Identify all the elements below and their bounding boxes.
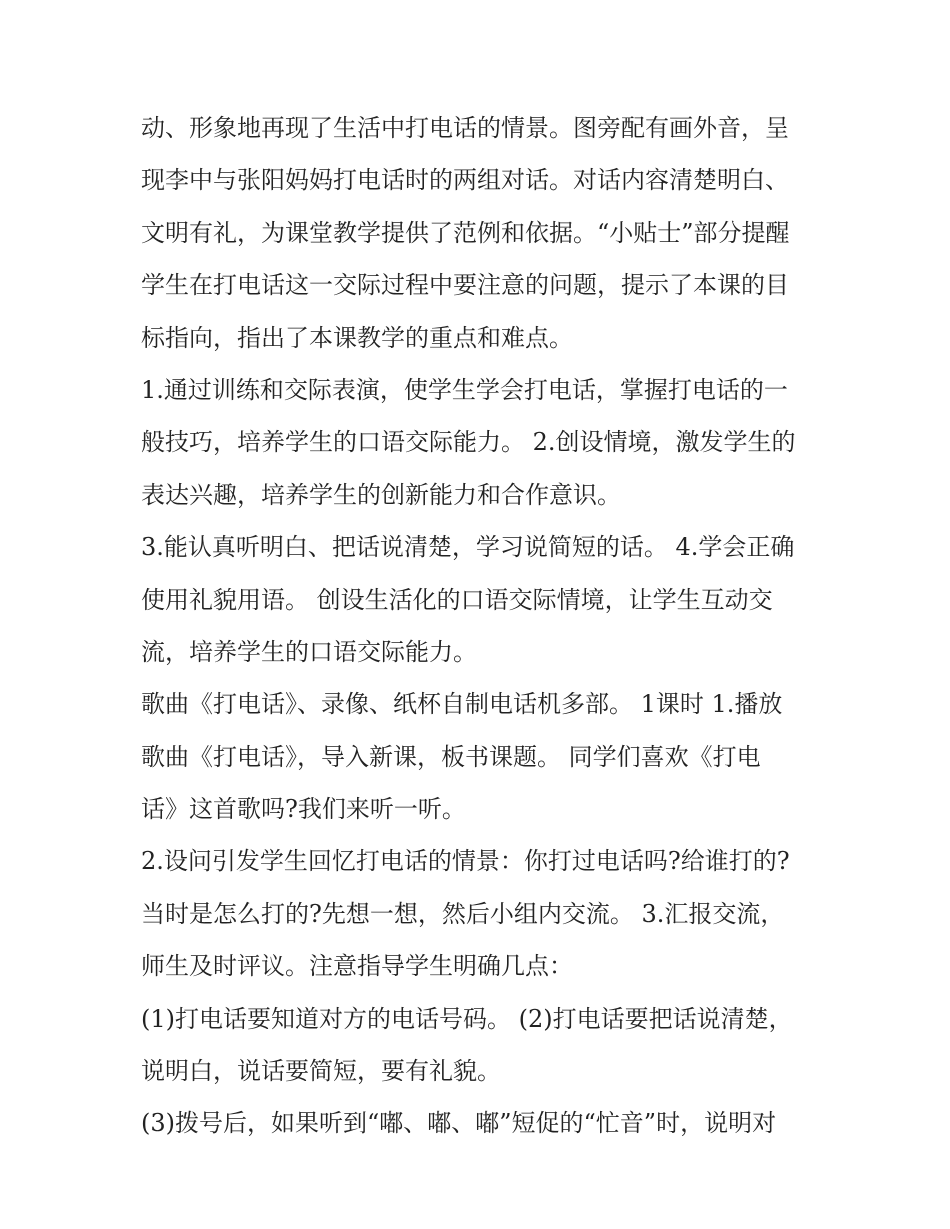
- text-line: 流，培养学生的口语交际能力。: [141, 637, 477, 666]
- text-line: (1)打电话要知道对方的电话号码。 (2)打电话要把话说清楚，: [141, 1004, 793, 1033]
- text-line: 学生在打电话这一交际过程中要注意的问题，提示了本课的目: [141, 271, 789, 300]
- text-line: 3.能认真听明白、把话说清楚，学习说简短的话。 4.学会正确: [141, 533, 795, 562]
- text-line: 说明白，说话要简短，要有礼貌。: [141, 1057, 501, 1086]
- text-line: 话》这首歌吗?我们来听一听。: [141, 795, 466, 824]
- text-line: 歌曲《打电话》、录像、纸杯自制电话机多部。 1课时 1.播放: [141, 690, 783, 719]
- document-body: [141, 102, 813, 1150]
- text-line: 动、形象地再现了生活中打电话的情景。图旁配有画外音，呈: [141, 114, 789, 142]
- text-line: 现李中与张阳妈妈打电话时的两组对话。对话内容清楚明白、: [141, 166, 789, 195]
- text-line: (3)拨号后，如果听到“嘟、嘟、嘟”短促的“忙音”时，说明对: [141, 1109, 777, 1138]
- text-line: 文明有礼，为课堂教学提供了范例和依据。“小贴士”部分提醒: [141, 218, 790, 247]
- text-line: 表达兴趣，培养学生的创新能力和合作意识。: [141, 480, 621, 509]
- text-line: 使用礼貌用语。 创设生活化的口语交际情境，让学生互动交: [141, 585, 773, 614]
- text-line: 2.设问引发学生回忆打电话的情景：你打过电话吗?给谁打的?: [141, 847, 790, 876]
- text-line: 般技巧，培养学生的口语交际能力。 2.创设情境，激发学生的: [141, 428, 796, 457]
- text-line: 1.通过训练和交际表演，使学生学会打电话，掌握打电话的一: [141, 375, 788, 404]
- text-line: 标指向，指出了本课教学的重点和难点。: [141, 323, 573, 352]
- text-line: 师生及时评议。注意指导学生明确几点：: [141, 952, 573, 981]
- text-line: 当时是怎么打的?先想一想，然后小组内交流。 3.汇报交流，: [141, 899, 785, 928]
- text-line: 歌曲《打电话》，导入新课，板书课题。 同学们喜欢《打电: [141, 742, 761, 771]
